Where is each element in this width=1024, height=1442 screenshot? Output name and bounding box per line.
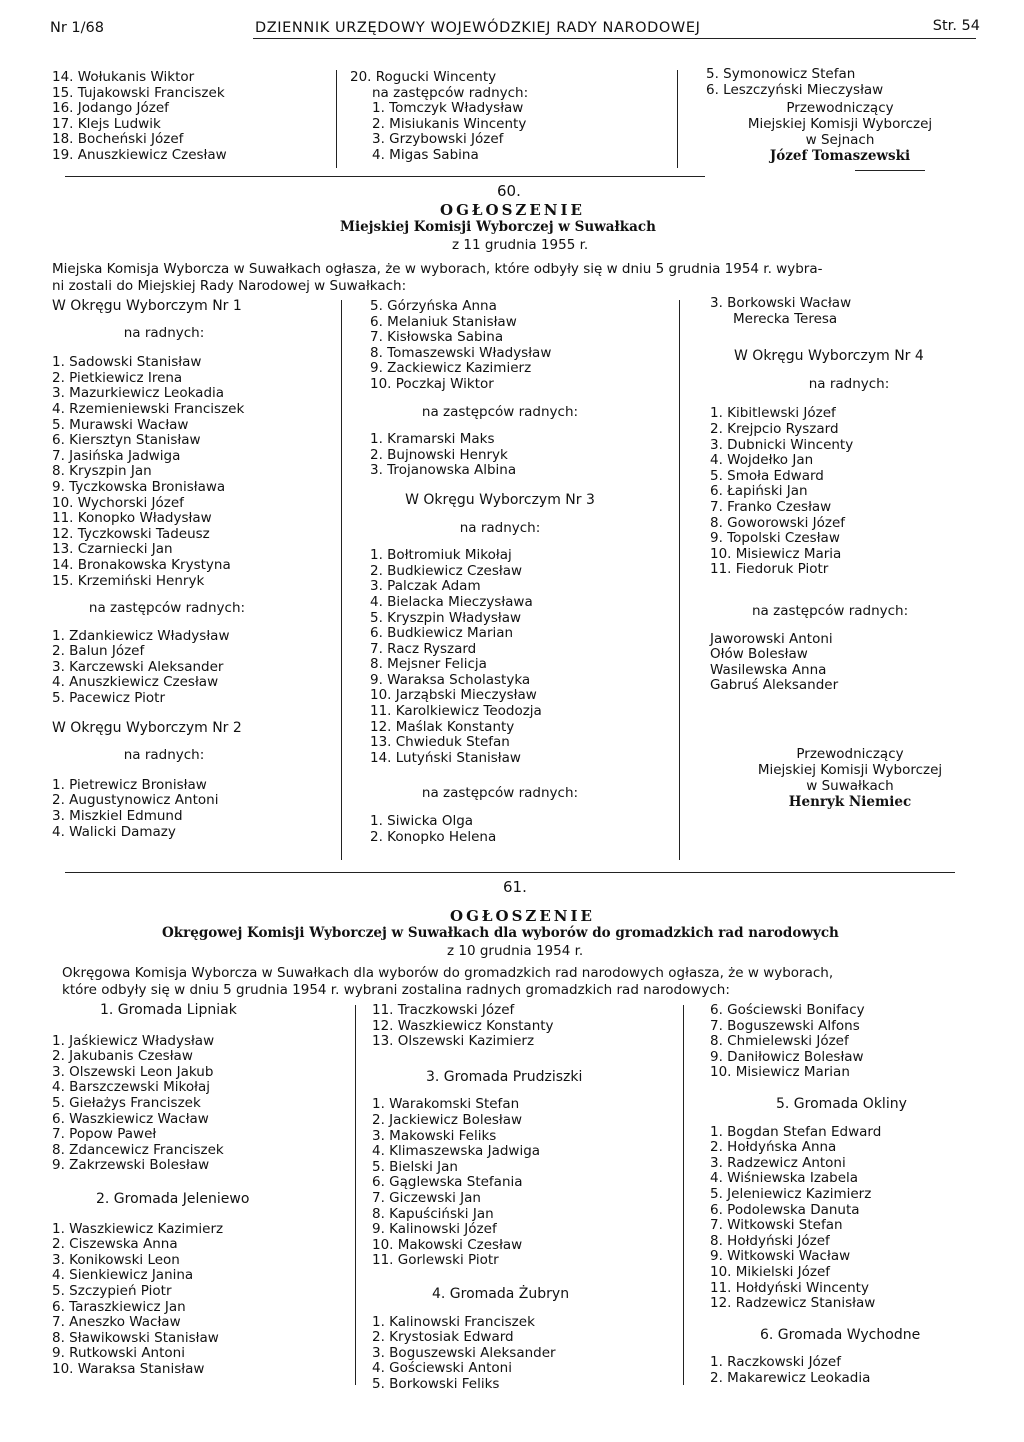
notice60-column-2: [370, 299, 670, 845]
signature-line: w Sejnach: [805, 132, 875, 148]
list-item: 5. Szczypień Piotr: [52, 1282, 172, 1299]
list-item: 6. Gąglewska Stefania: [372, 1174, 523, 1191]
list-item: 5. Pacewicz Piotr: [52, 690, 165, 707]
list-item: 2. Konopko Helena: [370, 828, 497, 845]
list-item: 11. Hołdyński Wincenty: [710, 1279, 869, 1296]
gromada-heading-text: 6. Gromada Wychodne: [760, 1326, 921, 1343]
list-item: 11. Karolkiewicz Teodozja: [370, 703, 542, 720]
list-item: 11. Traczkowski Józef: [372, 1002, 515, 1018]
list-item: 6. Leszczyński Mieczysław: [706, 81, 884, 98]
list-item: 3. Makowski Feliks: [372, 1127, 497, 1144]
list-item: 10. Poczkaj Wiktor: [370, 375, 494, 392]
list-item: 13. Chwieduk Stefan: [370, 734, 510, 751]
list-item: 4. Barszczewski Mikołaj: [52, 1079, 210, 1096]
list-item: 7. Jasińska Jadwiga: [52, 447, 181, 464]
paragraph-line: ni zostali do Miejskiej Rady Narodowej w Suwałkach:: [52, 278, 407, 294]
list-item: 1. Sadowski Stanisław: [52, 354, 202, 371]
list-item: 1. Siwicka Olga: [370, 813, 474, 830]
notice-title: OGŁOSZENIE: [450, 907, 595, 925]
notice61-column-2: [372, 1003, 672, 1392]
list-item: 6. Kiersztyn Stanisław: [52, 432, 201, 449]
list-item: 9. Topolski Czesław: [710, 530, 840, 547]
paragraph-line: Okręgowa Komisja Wyborcza w Suwałkach dla wyborów do gromadzkich rad narodowych ogłasza, że w wyborach,: [62, 965, 834, 981]
notice61-column-3: [710, 1003, 1000, 1386]
district-heading-text: W Okręgu Wyborczym Nr 4: [734, 348, 924, 365]
column-divider: [336, 70, 337, 168]
list-item: 5. Murawski Wacław: [52, 416, 189, 433]
header-rule: [253, 38, 976, 39]
list-item: 4. Gościewski Antoni: [372, 1360, 512, 1377]
subheading: na radnych:: [123, 324, 205, 341]
list-item: 1. Raczkowski Józef: [710, 1354, 841, 1371]
list-item: 7. Boguszewski Alfons: [710, 1017, 860, 1034]
list-item: 7. Giczewski Jan: [372, 1189, 481, 1206]
list-item: 2. Misiukanis Wincenty: [372, 115, 527, 132]
list-item: 16. Jodango Józef: [52, 100, 169, 117]
signature-line: Przewodniczący: [796, 746, 904, 762]
list-item: 3. Dubnicki Wincenty: [710, 436, 854, 453]
list-item: 7. Popow Paweł: [52, 1126, 157, 1143]
list-item: 4. Walicki Damazy: [52, 823, 176, 840]
list-item: 14. Wołukanis Wiktor: [52, 69, 195, 85]
list-item: 6. Podolewska Danuta: [710, 1201, 860, 1218]
paragraph-line: które odbyły się w dniu 5 grudnia 1954 r. wybrani zostalina radnych gromadzkich rad narodowych:: [62, 982, 730, 998]
list-item: 9. Rutkowski Antoni: [52, 1345, 185, 1362]
list-item: 10. Misiewicz Marian: [710, 1064, 850, 1081]
list-item: 17. Klejs Ludwik: [52, 115, 161, 132]
list-item: 9. Zackiewicz Kazimierz: [370, 360, 532, 377]
list-item: 2. Balun Józef: [52, 643, 145, 660]
list-item: 8. Tomaszewski Władysław: [370, 344, 552, 361]
list-item: 5. Giełażys Franciszek: [52, 1094, 201, 1111]
top-column-2: [350, 70, 650, 164]
subheading: na radnych:: [808, 375, 890, 392]
page-header: [50, 18, 980, 44]
list-item: Ołów Bolesław: [710, 646, 808, 663]
list-item: Gabruś Aleksander: [710, 677, 839, 694]
list-item: 9. Zakrzewski Bolesław: [52, 1157, 210, 1174]
top-column-1: [52, 70, 322, 164]
gromada-heading-text: 1. Gromada Lipniak: [100, 1002, 237, 1018]
list-item: 5. Górzyńska Anna: [370, 298, 497, 314]
column-divider: [677, 70, 678, 168]
list-item: 6. Taraszkiewicz Jan: [52, 1298, 186, 1315]
list-item: 2. Krejpcio Ryszard: [710, 420, 839, 437]
notice60-column-1: [52, 299, 332, 840]
list-item: 15. Tujakowski Franciszek: [52, 84, 225, 101]
signature-line: Przewodniczący: [786, 100, 894, 116]
notice-subtitle: Okręgowej Komisji Wyborczej w Suwałkach dla wyborów do gromadzkich rad narodowych: [162, 925, 839, 941]
list-item: Merecka Teresa: [733, 310, 838, 327]
list-item: 15. Krzemiński Henryk: [52, 572, 205, 589]
list-item: 1. Waszkiewicz Kazimierz: [52, 1220, 224, 1237]
list-item: 6. Budkiewicz Marian: [370, 625, 514, 642]
list-item: 11. Fiedoruk Piotr: [710, 561, 829, 578]
notice-title: OGŁOSZENIE: [440, 201, 585, 219]
list-item: 9. Waraksa Scholastyka: [370, 671, 531, 688]
district-heading: [52, 721, 332, 737]
notice-number: 61.: [503, 878, 527, 896]
list-item: 4. Migas Sabina: [372, 146, 479, 163]
signature-name: Józef Tomaszewski: [769, 148, 911, 164]
list-item: 11. Konopko Władysław: [52, 510, 212, 527]
list-item: 10. Mikielski Józef: [710, 1263, 831, 1280]
list-item: 2. Augustynowicz Antoni: [52, 792, 219, 809]
notice-date: z 10 grudnia 1954 r.: [447, 943, 584, 959]
list-item: 6. Łapiński Jan: [710, 483, 808, 500]
list-item: Wasilewska Anna: [710, 661, 827, 678]
column-divider: [679, 300, 680, 860]
list-item: 12. Maślak Konstanty: [370, 718, 515, 735]
list-item: 14. Lutyński Stanisław: [370, 749, 521, 766]
district-heading: [710, 349, 1000, 365]
list-item: 3. Grzybowski Józef: [372, 131, 504, 148]
subheading: na zastępców radnych:: [372, 84, 529, 101]
list-item: 5. Smoła Edward: [710, 467, 824, 484]
list-item: 20. Rogucki Wincenty: [350, 69, 497, 85]
list-item: 6. Waszkiewicz Wacław: [52, 1110, 209, 1127]
top-column-3: [706, 67, 996, 98]
district-heading-text: W Okręgu Wyborczym Nr 3: [405, 491, 595, 508]
gromada-heading: [372, 1287, 672, 1303]
signature-block-sejny: [690, 100, 990, 164]
list-item: 1. Tomczyk Władysław: [372, 100, 524, 117]
list-item: 7. Witkowski Stefan: [710, 1217, 843, 1234]
list-item: 2. Krystosiak Edward: [372, 1329, 514, 1346]
list-item: 18. Bocheński Józef: [52, 131, 184, 148]
signature-line: Miejskiej Komisji Wyborczej: [747, 116, 933, 132]
subheading: na radnych:: [123, 747, 205, 764]
section-rule: [65, 176, 705, 177]
list-item: 8. Goworowski Józef: [710, 514, 846, 531]
list-item: 4. Rzemieniewski Franciszek: [52, 400, 245, 417]
list-item: 2. Jackiewicz Bolesław: [372, 1111, 523, 1128]
list-item: 12. Waszkiewicz Konstanty: [372, 1017, 554, 1034]
list-item: 5. Symonowicz Stefan: [706, 66, 856, 82]
list-item: 4. Anuszkiewicz Czesław: [52, 674, 219, 691]
list-item: 2. Ciszewska Anna: [52, 1236, 178, 1253]
subheading: na zastępców radnych:: [421, 403, 579, 420]
subheading: na radnych:: [459, 519, 541, 536]
list-item: 7. Racz Ryszard: [370, 640, 477, 657]
list-item: 1. Bogdan Stefan Edward: [710, 1123, 882, 1140]
list-item: 1. Kibitlewski Józef: [710, 405, 836, 422]
list-item: 10. Jarząbski Mieczysław: [370, 687, 537, 704]
list-item: 2. Hołdyńska Anna: [710, 1139, 837, 1156]
list-item: 1. Jaśkiewicz Władysław: [52, 1032, 215, 1049]
district-heading: [52, 299, 332, 315]
list-item: 5. Kryszpin Władysław: [370, 609, 522, 626]
list-item: 3. Trojanowska Albina: [370, 462, 517, 479]
district-heading-text: W Okręgu Wyborczym Nr 2: [52, 719, 242, 736]
list-item: 12. Radzewicz Stanisław: [710, 1295, 876, 1312]
list-item: 4. Bielacka Mieczysława: [370, 593, 533, 610]
list-item: 1. Pietrewicz Bronisław: [52, 776, 207, 793]
list-item: 19. Anuszkiewicz Czesław: [52, 146, 227, 163]
list-item: 9. Daniłowicz Bolesław: [710, 1048, 864, 1065]
list-item: 8. Mejsner Felicja: [370, 656, 487, 673]
list-item: 9. Kalinowski Józef: [372, 1221, 497, 1238]
notice-number: 60.: [497, 182, 521, 200]
list-item: 1. Bołtromiuk Mikołaj: [370, 547, 512, 564]
list-item: 5. Jeleniewicz Kazimierz: [710, 1185, 872, 1202]
list-item: 11. Gorlewski Piotr: [372, 1252, 499, 1269]
list-item: 1. Kalinowski Franciszek: [372, 1313, 535, 1330]
list-item: 8. Zdancewicz Franciszek: [52, 1141, 224, 1158]
subheading: na zastępców radnych:: [421, 785, 579, 802]
list-item: 2. Bujnowski Henryk: [370, 446, 508, 463]
list-item: 10. Misiewicz Maria: [710, 545, 842, 562]
list-item: 1. Kramarski Maks: [370, 431, 495, 448]
list-item: 3. Miszkiel Edmund: [52, 808, 183, 825]
subheading: na zastępców radnych:: [752, 602, 909, 619]
column-divider: [341, 300, 342, 860]
subheading: na zastępców radnych:: [88, 600, 246, 617]
list-item: 7. Franko Czesław: [710, 498, 832, 515]
signature-line: Miejskiej Komisji Wyborczej: [757, 762, 943, 778]
list-item: 4. Wojdełko Jan: [710, 452, 814, 469]
list-item: 8. Kapuściński Jan: [372, 1205, 494, 1222]
gromada-heading: [52, 1192, 342, 1208]
list-item: 10. Waraksa Stanisław: [52, 1360, 205, 1377]
list-item: 14. Bronakowska Krystyna: [52, 556, 231, 573]
notice61-column-1: [52, 1003, 342, 1377]
list-item: 8. Sławikowski Stanisław: [52, 1329, 219, 1346]
list-item: 7. Aneszko Wacław: [52, 1314, 181, 1331]
list-item: 8. Chmielewski Józef: [710, 1033, 849, 1050]
list-item: 13. Olszewski Kazimierz: [372, 1033, 535, 1050]
signature-line: w Suwałkach: [806, 778, 894, 794]
list-item: 8. Kryszpin Jan: [52, 463, 152, 480]
list-item: 9. Witkowski Wacław: [710, 1248, 851, 1265]
list-item: Jaworowski Antoni: [710, 630, 833, 647]
district-heading: [370, 493, 670, 509]
column-divider: [355, 1005, 356, 1385]
section-rule: [855, 170, 925, 171]
gromada-heading: [710, 1097, 1000, 1113]
gromada-heading-text: 2. Gromada Jeleniewo: [96, 1190, 250, 1207]
list-item: 12. Tyczkowski Tadeusz: [52, 525, 210, 542]
list-item: 5. Borkowski Feliks: [372, 1375, 500, 1392]
gromada-heading: [372, 1070, 672, 1086]
signature-name: Henryk Niemiec: [788, 794, 912, 810]
list-item: 4. Klimaszewska Jadwiga: [372, 1143, 541, 1160]
list-item: 10. Makowski Czesław: [372, 1236, 523, 1253]
list-item: 10. Wychorski Józef: [52, 494, 184, 511]
list-item: 2. Makarewicz Leokadia: [710, 1369, 871, 1386]
column-divider: [683, 1005, 684, 1385]
gromada-heading: [710, 1328, 1000, 1344]
list-item: 2. Jakubanis Czesław: [52, 1048, 193, 1065]
list-item: 3. Borkowski Wacław: [710, 295, 852, 311]
list-item: 3. Boguszewski Aleksander: [372, 1344, 556, 1361]
gromada-heading: [52, 1003, 342, 1019]
list-item: 3. Olszewski Leon Jakub: [52, 1063, 214, 1080]
list-item: 1. Warakomski Stefan: [372, 1096, 520, 1113]
list-item: 2. Budkiewicz Czesław: [370, 562, 523, 579]
list-item: 8. Hołdyński Józef: [710, 1232, 830, 1249]
signature-block-suwalki: [700, 746, 1000, 810]
list-item: 3. Palczak Adam: [370, 578, 481, 595]
list-item: 5. Bielski Jan: [372, 1158, 458, 1175]
paragraph-line: Miejska Komisja Wyborcza w Suwałkach ogłasza, że w wyborach, które odbyły się w dniu 5 grudnia 1954 r. wybra-: [52, 261, 823, 277]
list-item: 4. Sienkiewicz Janina: [52, 1267, 194, 1284]
notice-date: z 11 grudnia 1955 r.: [452, 237, 589, 253]
list-item: 3. Konikowski Leon: [52, 1251, 180, 1268]
section-rule: [65, 872, 955, 873]
gromada-heading-text: 5. Gromada Okliny: [776, 1095, 907, 1112]
list-item: 4. Wiśniewska Izabela: [710, 1170, 859, 1187]
notice-paragraph: [62, 965, 992, 999]
issue-number: Nr 1/68: [50, 20, 104, 36]
district-heading-text: W Okręgu Wyborczym Nr 1: [52, 298, 242, 314]
list-item: 6. Gościewski Bonifacy: [710, 1002, 865, 1018]
notice-subtitle: Miejskiej Komisji Wyborczej w Suwałkach: [340, 219, 656, 235]
notice60-column-3: [710, 296, 1000, 694]
list-item: 2. Pietkiewicz Irena: [52, 369, 183, 386]
list-item: 3. Karczewski Aleksander: [52, 658, 224, 675]
list-item: 3. Radzewicz Antoni: [710, 1154, 846, 1171]
list-item: 9. Tyczkowska Bronisława: [52, 478, 226, 495]
gromada-heading-text: 4. Gromada Żubryn: [432, 1285, 570, 1302]
list-item: 7. Kisłowska Sabina: [370, 329, 504, 346]
gazette-title: DZIENNIK URZĘDOWY WOJEWÓDZKIEJ RADY NARODOWEJ: [255, 20, 701, 36]
list-item: 13. Czarniecki Jan: [52, 541, 173, 558]
gromada-heading-text: 3. Gromada Prudziszki: [426, 1068, 583, 1085]
notice-paragraph: [52, 261, 982, 295]
list-item: 6. Melaniuk Stanisław: [370, 313, 517, 330]
list-item: 1. Zdankiewicz Władysław: [52, 627, 230, 644]
page-number: Str. 54: [932, 18, 980, 34]
list-item: 3. Mazurkiewicz Leokadia: [52, 385, 225, 402]
